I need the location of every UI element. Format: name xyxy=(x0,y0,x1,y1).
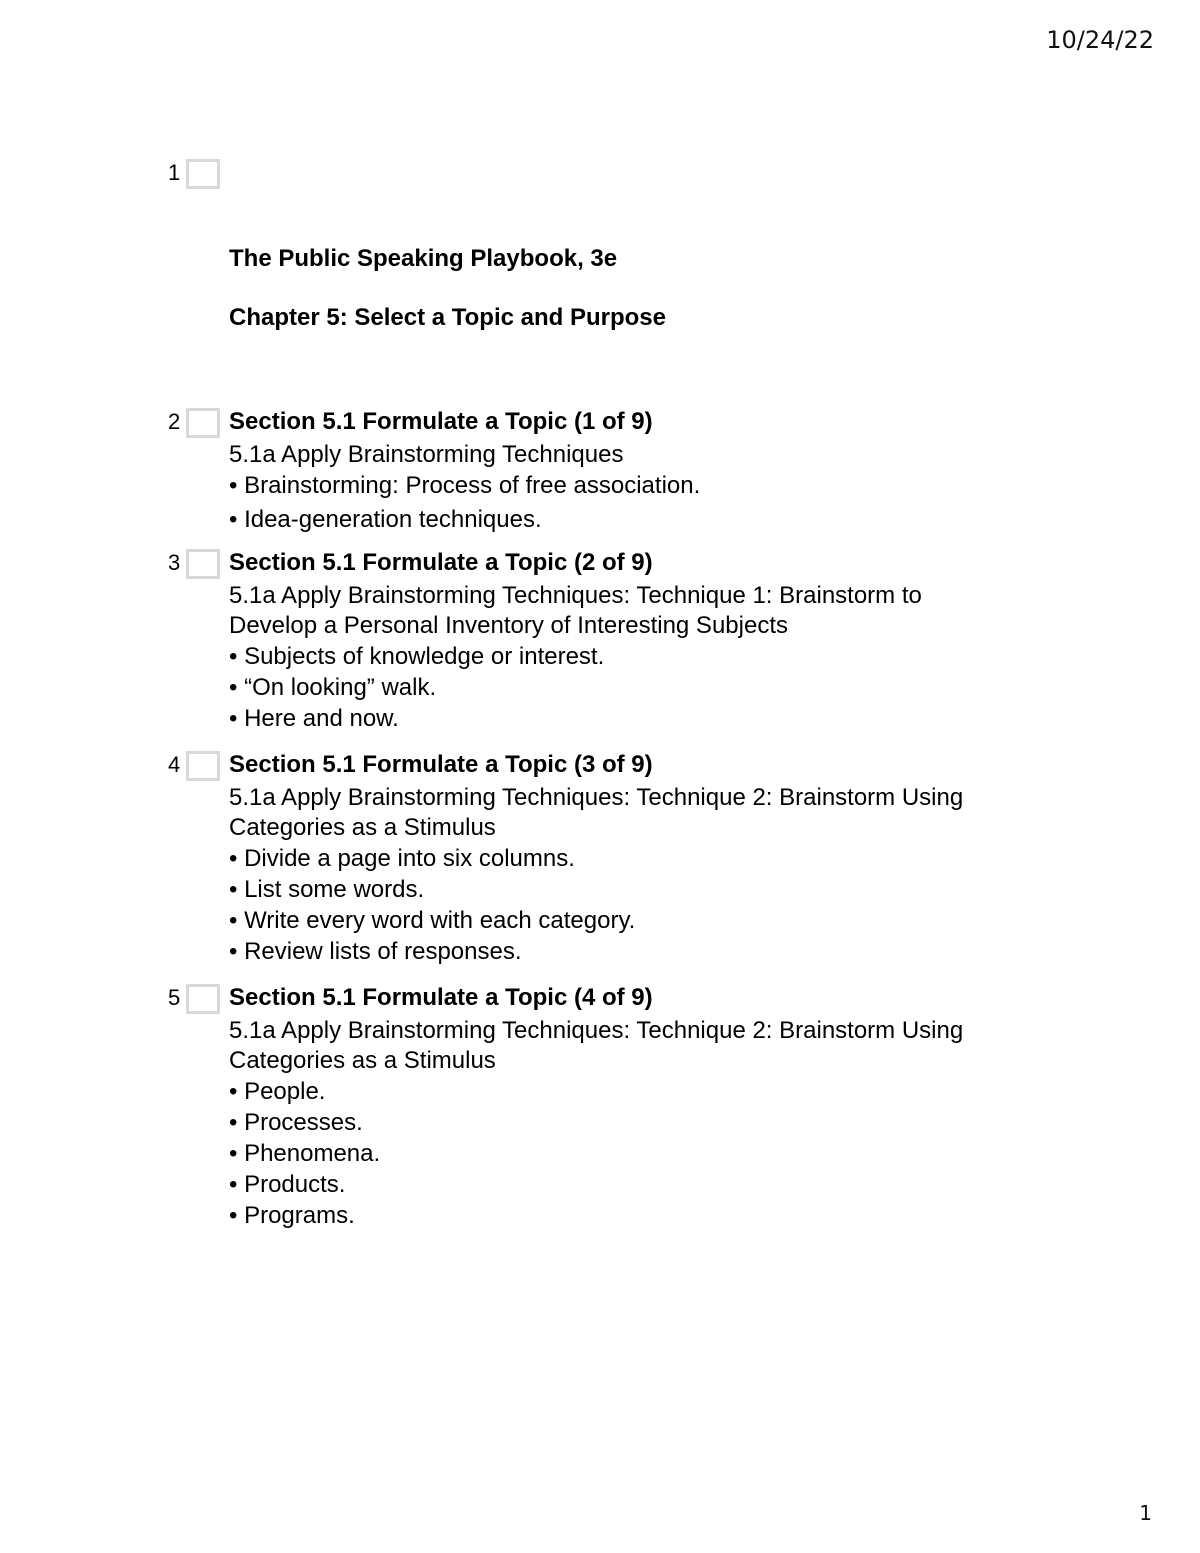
bullet-item: • People. xyxy=(229,1078,326,1105)
slide-number: 3 xyxy=(168,550,181,575)
slide-title: Section 5.1 Formulate a Topic (4 of 9) xyxy=(229,984,653,1011)
bullet-item: • Review lists of responses. xyxy=(229,938,522,965)
slide-subtitle: 5.1a Apply Brainstorming Techniques: Technique 2: Brainstorm Using Categories as a Stimulus xyxy=(229,1017,964,1074)
bullet-item: • “On looking” walk. xyxy=(229,674,437,701)
bullet-item: • Write every word with each category. xyxy=(229,907,636,934)
bullet-item: • Subjects of knowledge or interest. xyxy=(229,643,605,670)
bullet-list xyxy=(229,1076,1068,1231)
slide-thumbnail-checkbox[interactable] xyxy=(186,159,220,189)
bullet-list xyxy=(229,843,1068,967)
slide-number: 2 xyxy=(168,409,181,434)
slide-4 xyxy=(168,749,1068,967)
slide-subtitle: 5.1a Apply Brainstorming Techniques xyxy=(229,441,624,468)
print-date: 10/24/22 xyxy=(1046,26,1154,54)
page-number: 1 xyxy=(1139,1501,1152,1525)
bullet-item: • Idea-generation techniques. xyxy=(229,506,542,533)
slide-thumbnail-checkbox[interactable] xyxy=(186,984,220,1014)
slide-title: Section 5.1 Formulate a Topic (1 of 9) xyxy=(229,408,653,435)
bullet-list xyxy=(229,470,1068,535)
slide-title: Section 5.1 Formulate a Topic (2 of 9) xyxy=(229,549,653,576)
slide-thumbnail-checkbox[interactable] xyxy=(186,408,220,438)
slide-thumbnail-checkbox[interactable] xyxy=(186,751,220,781)
bullet-item: • Phenomena. xyxy=(229,1140,381,1167)
slide-thumbnail-checkbox[interactable] xyxy=(186,549,220,579)
slide-number: 4 xyxy=(168,752,181,777)
bullet-item: • Products. xyxy=(229,1171,346,1198)
book-title: The Public Speaking Playbook, 3e xyxy=(229,245,618,272)
slide-2 xyxy=(168,406,1068,535)
bullet-item: • Brainstorming: Process of free association. xyxy=(229,472,701,499)
bullet-item: • Processes. xyxy=(229,1109,363,1136)
slide-5 xyxy=(168,982,1068,1231)
slide-3 xyxy=(168,547,1068,734)
bullet-item: • Divide a page into six columns. xyxy=(229,845,575,872)
chapter-title: Chapter 5: Select a Topic and Purpose xyxy=(229,304,666,331)
bullet-item: • List some words. xyxy=(229,876,425,903)
slide-number: 1 xyxy=(168,160,181,185)
slide-subtitle: 5.1a Apply Brainstorming Techniques: Technique 1: Brainstorm to Develop a Personal Inventory of Interesting Subjects xyxy=(229,582,922,639)
bullet-list xyxy=(229,641,1068,734)
bullet-item: • Programs. xyxy=(229,1202,355,1229)
bullet-item: • Here and now. xyxy=(229,705,399,732)
slide-number: 5 xyxy=(168,985,181,1010)
slide-1 xyxy=(168,157,1068,333)
slide-subtitle: 5.1a Apply Brainstorming Techniques: Technique 2: Brainstorm Using Categories as a Stimulus xyxy=(229,784,964,841)
slide-title: Section 5.1 Formulate a Topic (3 of 9) xyxy=(229,751,653,778)
